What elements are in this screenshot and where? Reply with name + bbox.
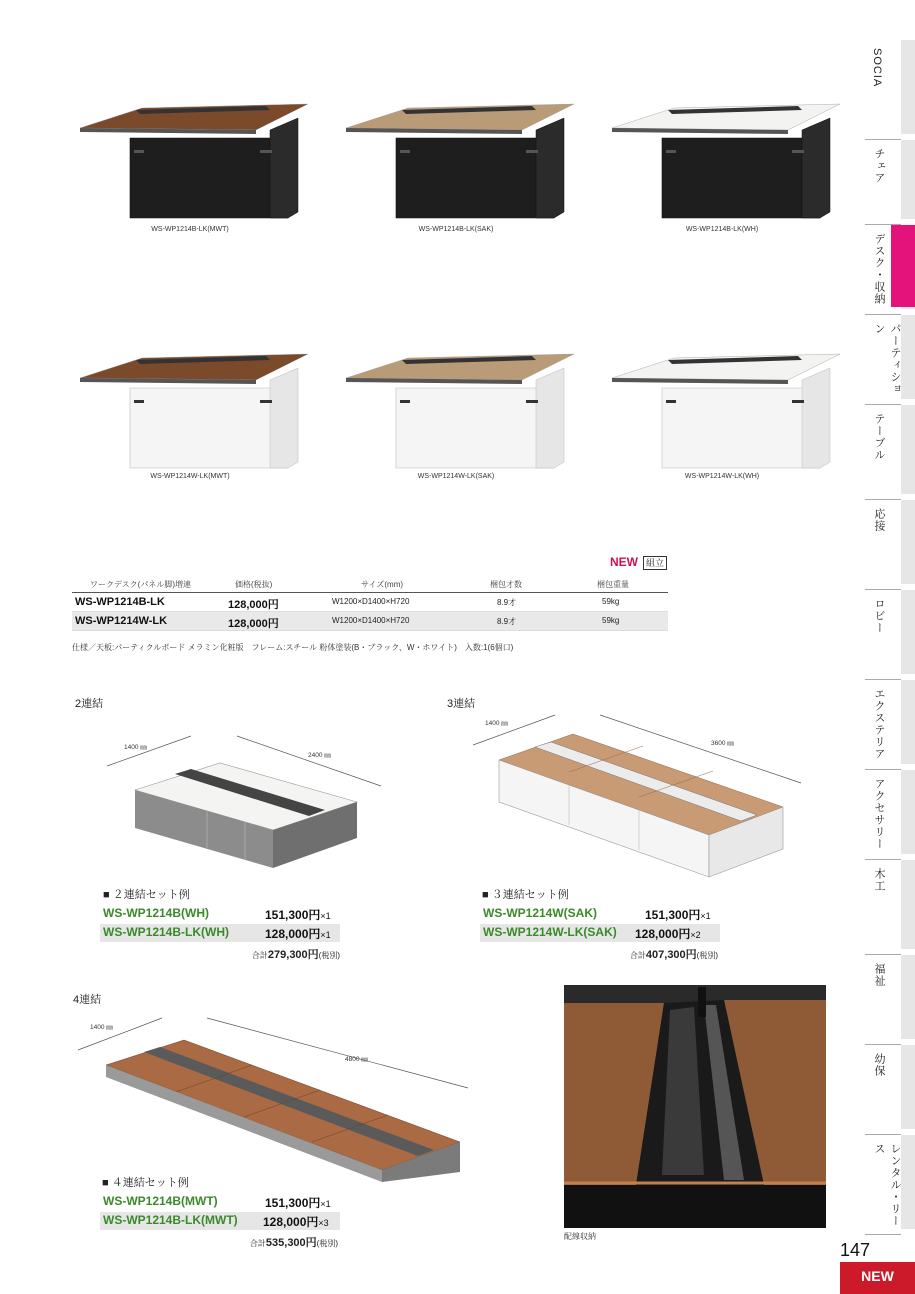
four-link-title: 4連結: [73, 994, 102, 1006]
assembled-badge: 組立: [643, 556, 667, 570]
spec-note: 仕様／天板:パーティクルボード メラミン化粧版 フレーム:スチール 粉体塗装(B・ブラック、W・ホワイト) 入数:1(6個口): [72, 643, 514, 652]
set-price: 128,000円×1: [265, 927, 331, 941]
sidebar-item[interactable]: [865, 680, 901, 770]
product-photo: [80, 340, 320, 490]
product-caption: WS-WP1214W-LK(WH): [684, 473, 760, 480]
sidebar-item-label: ロビー: [873, 598, 885, 634]
three-link-depth: 1400 ㎜: [485, 720, 508, 727]
list-item: [100, 1193, 340, 1211]
product-caption: WS-WP1214B-LK(SAK): [418, 226, 494, 233]
set-model: WS-WP1214B-LK(MWT): [103, 1213, 238, 1227]
sidebar-item-label: デスク・収納: [873, 233, 885, 305]
product-caption: WS-WP1214W-LK(MWT): [150, 473, 230, 480]
four-link-depth: 1400 ㎜: [90, 1024, 113, 1031]
two-link-total: 合計279,300円(税別): [251, 949, 340, 961]
four-link-total: 合計535,300円(税別): [249, 1237, 338, 1249]
list-item: [100, 1212, 340, 1230]
four-link-width: 4800 ㎜: [345, 1056, 368, 1063]
set-model: WS-WP1214W(SAK): [483, 906, 598, 920]
spec-price: 128,000円: [228, 618, 279, 630]
sidebar-item[interactable]: [865, 955, 901, 1045]
sidebar-item[interactable]: [865, 405, 901, 500]
product-caption: WS-WP1214B-LK(MWT): [151, 226, 229, 233]
spec-table: [72, 575, 668, 631]
set-model: WS-WP1214B(MWT): [103, 1194, 218, 1208]
spec-size: W1200×D1400×H720: [332, 597, 410, 606]
sidebar-item[interactable]: [865, 1135, 901, 1235]
three-link-title: 3連結: [447, 698, 476, 710]
spec-package-size: 8.9才: [497, 598, 517, 607]
product-photo: [612, 90, 852, 240]
sidebar-item-label: チェア: [873, 148, 885, 184]
sidebar-item[interactable]: [865, 140, 901, 225]
spec-package-size: 8.9才: [497, 617, 517, 626]
set-price: 151,300円×1: [265, 1196, 331, 1210]
spec-model: WS-WP1214B-LK: [75, 596, 165, 608]
cable-storage-photo: [564, 985, 826, 1228]
product-photo: [346, 340, 586, 490]
product-caption: WS-WP1214W-LK(SAK): [417, 473, 495, 480]
spec-size: W1200×D1400×H720: [332, 616, 410, 625]
table-row: [72, 612, 668, 631]
product-photo: [80, 90, 320, 240]
two-link-diagram: [95, 730, 395, 870]
sidebar-item[interactable]: [865, 315, 901, 405]
spec-package-weight: 59kg: [602, 616, 620, 625]
sidebar-item-label: 応接: [873, 508, 885, 532]
three-link-width: 3600 ㎜: [711, 740, 734, 747]
sidebar-item-label: SOCIA: [871, 48, 883, 88]
spec-header-package-weight: 梱包重量: [597, 580, 629, 589]
set-model: WS-WP1214B(WH): [103, 906, 210, 920]
three-link-diagram: [465, 705, 805, 883]
set-price: 128,000円×2: [635, 927, 701, 941]
two-link-width: 2400 ㎜: [308, 752, 331, 759]
set-price: 128,000円×3: [263, 1215, 329, 1229]
product-caption: WS-WP1214B-LK(WH): [685, 226, 759, 233]
three-link-set-heading: ■ ３連結セット例: [482, 889, 569, 901]
table-row: [72, 593, 668, 612]
set-price: 151,300円×1: [645, 908, 711, 922]
two-link-set-heading: ■ ２連結セット例: [103, 889, 190, 901]
sidebar-item[interactable]: [865, 500, 901, 590]
new-corner-badge: NEW: [840, 1262, 915, 1294]
two-link-title: 2連結: [75, 698, 104, 710]
spec-header-row: [72, 575, 668, 593]
sidebar-item-label: 幼保: [873, 1053, 885, 1077]
four-link-diagram: [72, 1010, 472, 1185]
cable-storage-caption: 配線収納: [564, 1232, 596, 1241]
sidebar-item-label: パーティション: [873, 323, 901, 395]
sidebar-item[interactable]: [865, 770, 901, 860]
product-photo: [612, 340, 852, 490]
sidebar-item-label: テーブル: [873, 413, 885, 461]
sidebar-item-label: 木工: [873, 868, 885, 892]
sidebar-item-label: レンタル・リース: [873, 1143, 901, 1227]
three-link-total: 合計407,300円(税別): [629, 949, 718, 961]
sidebar-item[interactable]: [865, 860, 901, 955]
list-item: [100, 924, 340, 942]
sidebar-item[interactable]: [865, 40, 901, 140]
spec-header-product: ワークデスク(パネル脚)増連: [90, 580, 192, 589]
sidebar-item[interactable]: [865, 590, 901, 680]
list-item: [100, 905, 340, 923]
product-photo: [346, 90, 586, 240]
set-model: WS-WP1214W-LK(SAK): [483, 925, 617, 939]
spec-package-weight: 59kg: [602, 597, 620, 606]
sidebar-item-label: エクステリア: [873, 688, 885, 760]
set-model: WS-WP1214B-LK(WH): [103, 925, 229, 939]
list-item: [480, 905, 720, 923]
spec-price: 128,000円: [228, 599, 279, 611]
spec-model: WS-WP1214W-LK: [75, 615, 168, 627]
sidebar-item-label: アクセサリー: [873, 778, 885, 850]
four-link-set-heading: ■ ４連結セット例: [102, 1177, 189, 1189]
spec-header-package-size: 梱包才数: [490, 580, 522, 589]
sidebar-active-marker: [891, 225, 915, 307]
spec-header-size: サイズ(mm): [361, 580, 404, 589]
spec-header-price: 価格(税抜): [235, 580, 273, 589]
new-badge: NEW: [610, 555, 638, 569]
list-item: [480, 924, 720, 942]
two-link-depth: 1400 ㎜: [124, 744, 147, 751]
set-price: 151,300円×1: [265, 908, 331, 922]
page-number: 147: [840, 1240, 871, 1260]
sidebar-item[interactable]: [865, 1045, 901, 1135]
sidebar-item-label: 福祉: [873, 963, 885, 987]
